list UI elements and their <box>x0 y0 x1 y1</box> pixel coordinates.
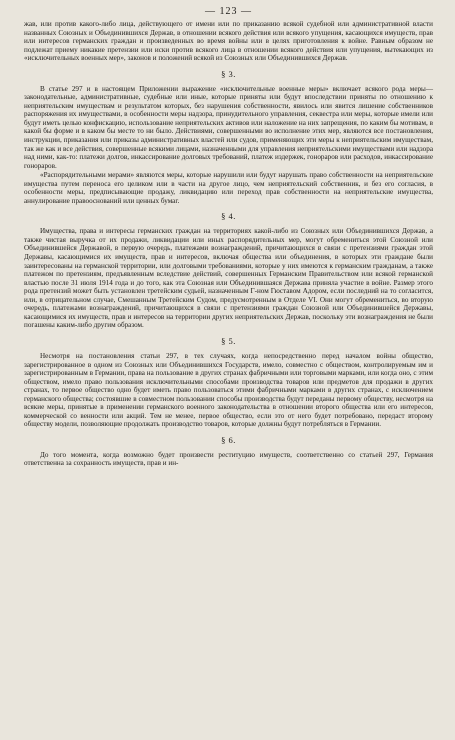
section-3 <box>24 69 433 206</box>
section-6 <box>24 435 433 468</box>
paragraph: Несмотря на постановления статьи 297, в тех случаях, когда непосредственно перед началом войны общество, зарегистрированное в одном из Союзных или Объединившихся Государств, имело, совместно с обществом, контролируемым им и зарегистрированным в Германии, права на пользование в других странах фабричными или торговыми марками, или когда оно, с этим обществом, имело право пользования исключительными способами производства товаров или предметов для продажи в других странах, то первое общество одно будет иметь право пользоваться этими фабричными марками в других странах, с исключением германского общества; состоявшие в совместном пользовании способы производства будут переданы первому обществу, несмотря на всякие меры, принятые в применении германского военного законодательства в отношении второго общества или его интересов, коммерческой со венности или акций. Тем не менее, первое общество, если это от него будет потребовано, передаст второму обществу модели, позволяющие продолжать производство товаров, которые должны будут потребляться в Германии. <box>24 351 433 429</box>
section-title: § 6. <box>221 434 236 445</box>
section-title: § 3. <box>221 68 236 79</box>
paragraph: «Распорядительными мерами» являются меры, которые нарушили или будут нарушать право собственности на неприятельские имущества путем переноса его целиком или в части на другое лицо, чем неприятельский собственник, и без его согласия, в особенности меры, предписывающие продажу, ликвидацию или переход прав собственности на неприятельские имущества, аннулирование правооснований или ценных бумаг. <box>24 171 433 205</box>
section-title: § 5. <box>221 335 236 346</box>
section-continuation <box>24 20 433 63</box>
paragraph: До того момента, когда возможно будет произвести реституцию имуществ, соответственно со статьей 297, Германия ответственна за сохранность имуществ, прав и ин- <box>24 450 433 468</box>
section-4 <box>24 211 433 330</box>
section-5 <box>24 336 433 429</box>
section-title: § 4. <box>221 211 236 222</box>
paragraph: жав, или против какого-либо лица, действующего от имени или по приказанию всякой судебной или административной власти названных Союзных и Объединившихся Держав, в отношении всякого действия или всякого упущения, касающихся имуществ, прав или интересов германских граждан и произведенных во время войны или в целях приготовления к войне. Равным образом не подлежат приему никакие претензии или иски против всякого лица в отношении всякого действия или упущения, вытекающих из «исключительных военных мер», законов и положений всякой из Союзных или Объединившихся Держав. <box>24 20 433 63</box>
paragraph: Имущества, права и интересы германских граждан на территориях какой-либо из Союзных или Объединившихся Держав, а также чистая выручка от их продажи, ликвидации или иных распорядительных мер, могут обремениться этой Союзной или Объединившейся Державой, в первую очередь, платежами вознаграждений, причитающихся в связи с претензиями граждан этой Державы, касающимися их имуществ, прав и интересов, включая общества или объединения, в которых эти граждане были заинтересованы на германской территории, или долговыми требованиями, которые у них имеются к германским гражданам, а также платежом по претензиям, предъявленным вследствие действий, совершенных Германским Правительством или всякой германской властью после 31 июля 1914 года и до того, как эта Союзная или Объединившаяся Держава приняла участие в войне. Размер этого рода претензий может быть установлен третейским судьей, назначенным Г-ном Гюставом Адором, если последний на то согласится, или, в отрицательном случае, Смешанным Третейским Судом, предусмотренным в Отделе VI. Они могут обремениться, во вторую очередь, платежами вознаграждений, причитающихся в связи с претензиями граждан Союзной или Объединившейся Державы, касающимися их имуществ, прав и интересов на территории других неприятельских Держав, поскольку эти вознаграждения не были погашены каким-либо другим образом. <box>24 227 433 330</box>
paragraph: В статье 297 и в настоящем Приложении выражение «исключительные военные меры» включает всякого рода меры—законодательные, административные, судебные или иные, которые приняты или будут впоследствии приняты по отношению к неприятельским имуществам и результатом которых, без нарушения собственности, явилось или явится лишение собственников распоряжения их имуществами, в особенности меры надзора, принудительного управления, секвестра или меры, которые имели или будут иметь целью конфискацию, использование неприятельских активов или наложение на них запрещения, по каким бы мотивам, в какой бы форме и в каком бы месте то ни было. Действиями, совершенными во исполнение этих мер, являются все постановления, инструкции, приказания или приказы административных властей или судов, применяющих эти меры к неприятельским имуществам, так же как и все действия, совершенные всякими лицами, назначенными для управления неприятельскими имуществами или надзора над ними, как-то: платежи долгов, инкассирование долговых требований, платеж издержек, гонораров или расходов, инкассирование гонораров. <box>24 84 433 170</box>
page-number: — 123 — <box>205 6 252 17</box>
